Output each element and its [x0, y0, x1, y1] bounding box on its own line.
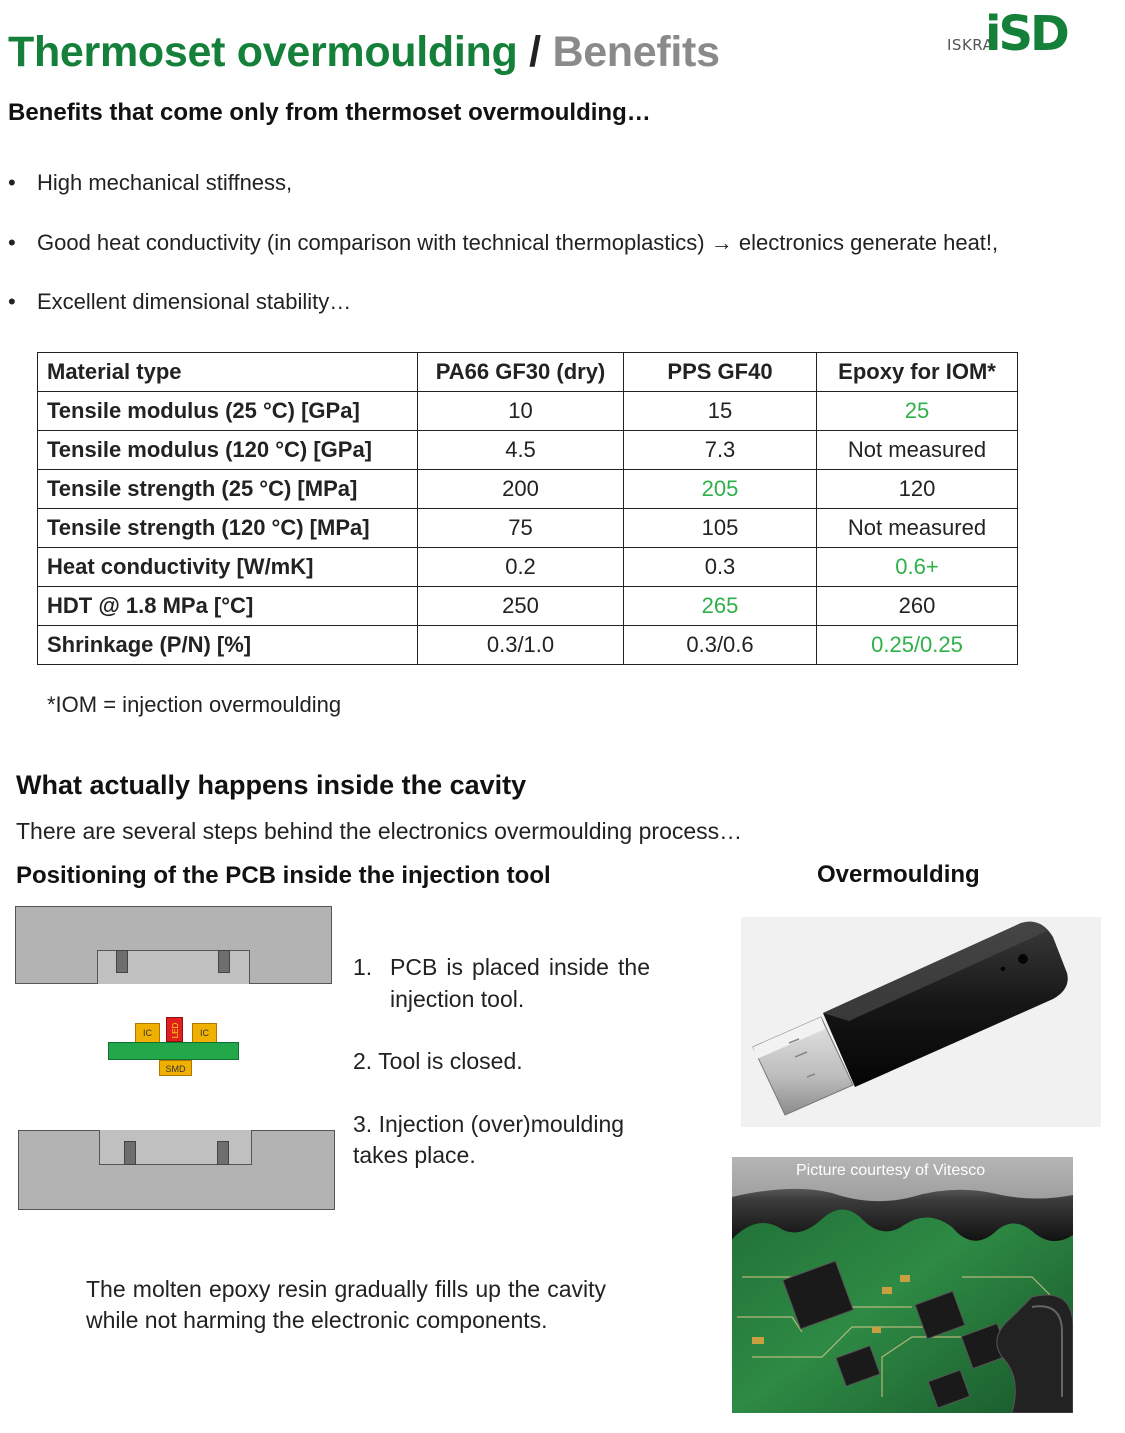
bullet-text: Excellent dimensional stability…	[37, 289, 352, 314]
table-header-cell: Material type	[38, 353, 418, 392]
table-cell: Not measured	[817, 509, 1018, 548]
step-text: PCB is placed inside the injection tool.	[390, 954, 650, 1012]
pcb-smd: SMD	[159, 1060, 192, 1076]
table-cell: 0.3/0.6	[624, 626, 817, 665]
step-number: 2.	[353, 1048, 373, 1074]
subtitle: Benefits that come only from thermoset overmoulding…	[8, 99, 651, 126]
table-cell: 105	[624, 509, 817, 548]
epoxy-paragraph: The molten epoxy resin gradually fills up the cavity while not harming the electronic components.	[86, 1276, 606, 1333]
section-heading: What actually happens inside the cavity	[16, 770, 527, 800]
bullet-text: High mechanical stiffness,	[37, 170, 293, 195]
table-row	[38, 470, 1018, 509]
row-label: Tensile modulus (25 °C) [GPa]	[38, 392, 418, 431]
step-text: Tool is closed.	[378, 1048, 523, 1074]
table-cell: 0.2	[418, 548, 624, 587]
table-row	[38, 626, 1018, 665]
title-sub: Benefits	[552, 28, 720, 76]
row-label: Shrinkage (P/N) [%]	[38, 626, 418, 665]
table-cell: 7.3	[624, 431, 817, 470]
table-cell: 75	[418, 509, 624, 548]
overmoulding-heading: Overmoulding	[817, 861, 980, 888]
table-header-cell: PA66 GF30 (dry)	[418, 353, 624, 392]
bullet-text: Good heat conductivity (in comparison with technical thermoplastics) → electronics generate heat!,	[37, 229, 999, 255]
table-cell: 120	[817, 470, 1018, 509]
usb-stick-icon	[741, 917, 1101, 1127]
pcb-photo-icon	[732, 1157, 1073, 1413]
title-separator: /	[529, 28, 541, 76]
table-row	[38, 509, 1018, 548]
step-number: 1.	[353, 954, 373, 980]
row-label: Tensile strength (120 °C) [MPa]	[38, 509, 418, 548]
table-cell: 0.6+	[817, 548, 1018, 587]
table-cell: 250	[418, 587, 624, 626]
table-header-cell: Epoxy for IOM*	[817, 353, 1018, 392]
list-item	[8, 170, 1108, 230]
tool-pin	[217, 1141, 229, 1165]
pcb-led	[166, 1017, 183, 1042]
pcb-led-label: LED	[171, 1022, 180, 1039]
bullet-icon: •	[8, 229, 16, 255]
table-cell: 10	[418, 392, 624, 431]
table-cell: 260	[817, 587, 1018, 626]
title-main: Thermoset overmoulding	[8, 28, 518, 76]
step-2	[353, 1045, 653, 1077]
positioning-heading: Positioning of the PCB inside the injection tool	[16, 862, 551, 889]
photo-caption: Picture courtesy of Vitesco	[796, 1162, 986, 1179]
table-cell: 205	[624, 470, 817, 509]
pcb-illustration	[108, 1016, 240, 1078]
table-row	[38, 431, 1018, 470]
pcb-ic-right: IC	[192, 1023, 217, 1044]
list-item	[8, 289, 1108, 349]
overmoulded-pcb-photo	[732, 1157, 1073, 1413]
table-cell: Not measured	[817, 431, 1018, 470]
pcb-board	[108, 1042, 239, 1060]
tool-pin	[124, 1141, 136, 1165]
table-cell: 15	[624, 392, 817, 431]
bullet-icon: •	[8, 170, 16, 195]
table-header-cell: PPS GF40	[624, 353, 817, 392]
step-number: 3.	[353, 1111, 373, 1137]
row-label: HDT @ 1.8 MPa [°C]	[38, 587, 418, 626]
table-cell: 0.3/1.0	[418, 626, 624, 665]
page-title	[8, 28, 720, 77]
logo-large-text: iSD	[985, 6, 1067, 62]
table-row	[38, 548, 1018, 587]
table-row	[38, 392, 1018, 431]
table-cell: 0.25/0.25	[817, 626, 1018, 665]
step-text: Injection (over)moulding takes place.	[353, 1111, 625, 1168]
pcb-ic-left: IC	[135, 1023, 160, 1044]
step-3	[353, 1109, 653, 1171]
tool-pin	[218, 950, 230, 973]
table-header-row	[38, 353, 1018, 392]
table-cell: 265	[624, 587, 817, 626]
table-cell: 0.3	[624, 548, 817, 587]
table-cell: 200	[418, 470, 624, 509]
tool-pin	[116, 950, 128, 973]
iskra-isd-logo	[944, 6, 1074, 62]
section-intro: There are several steps behind the electronics overmoulding process…	[16, 818, 743, 844]
table-footnote: *IOM = injection overmoulding	[47, 692, 342, 717]
list-item	[8, 230, 1108, 290]
table-cell: 4.5	[418, 431, 624, 470]
table-row	[38, 587, 1018, 626]
bullet-icon: •	[8, 289, 16, 314]
row-label: Heat conductivity [W/mK]	[38, 548, 418, 587]
benefits-list	[8, 170, 1108, 349]
row-label: Tensile modulus (120 °C) [GPa]	[38, 431, 418, 470]
tool-cavity	[99, 1130, 252, 1165]
material-comparison-table	[37, 352, 1018, 665]
row-label: Tensile strength (25 °C) [MPa]	[38, 470, 418, 509]
table-cell: 25	[817, 392, 1018, 431]
usb-stick-image	[741, 917, 1101, 1127]
logo-small-text: ISKRA	[947, 36, 994, 54]
